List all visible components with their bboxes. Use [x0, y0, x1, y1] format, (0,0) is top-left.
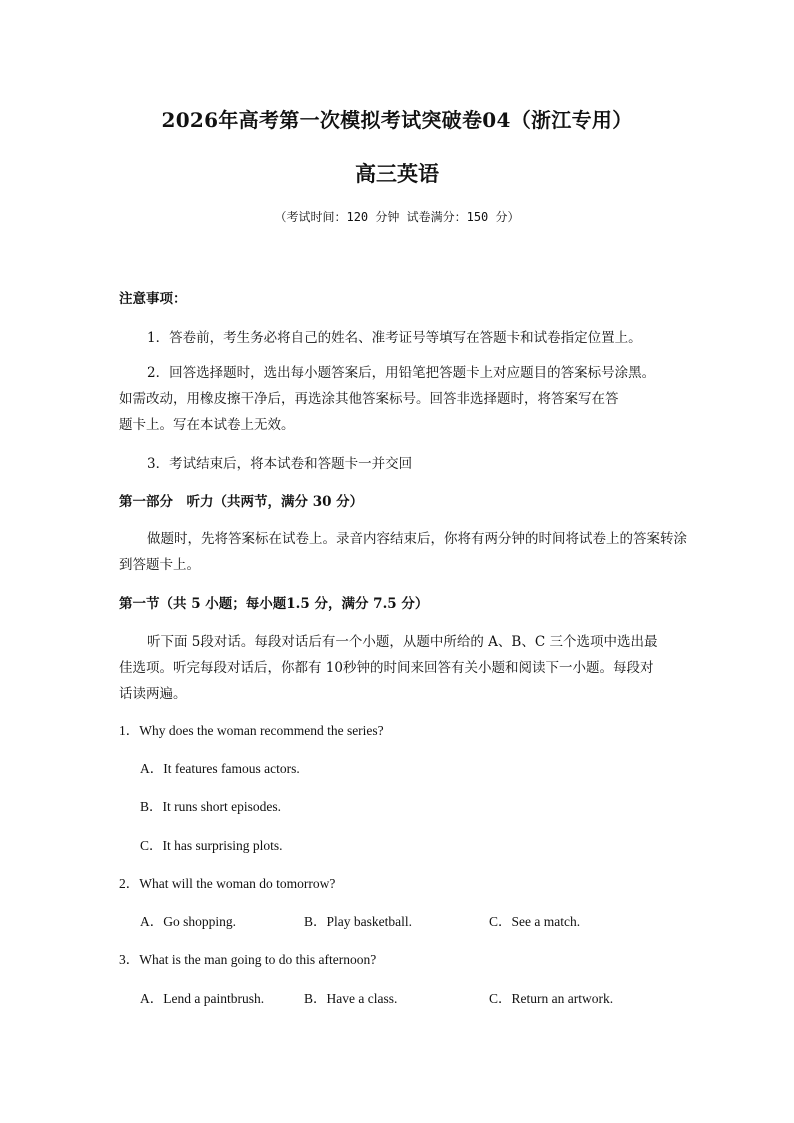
part1-intro-line-2: 到答题卡上。 — [119, 557, 200, 573]
section1-heading: 第一节（共 5 小题；每小题1.5 分，满分 7.5 分） — [119, 596, 429, 612]
question-stem: 2．What will the woman do tomorrow? — [119, 876, 336, 891]
question-option: B．It runs short episodes. — [140, 799, 281, 814]
document-title: 2026年高考第一次模拟考试突破卷04（浙江专用） — [161, 108, 633, 132]
section1-intro-line-2: 佳选项。听完每段对话后，你都有 10秒钟的时间来回答有关小题和阅读下一小题。每段对 — [119, 660, 654, 676]
part1-intro-line-1: 做题时，先将答案标在试卷上。录音内容结束后，你将有两分钟的时间将试卷上的答案转涂 — [147, 531, 687, 547]
section1-intro-line-3: 话读两遍。 — [119, 686, 187, 702]
notes-item-1: 1．答卷前，考生务必将自己的姓名、准考证号等填写在答题卡和试卷指定位置上。 — [147, 330, 642, 346]
notes-item-2-line-2: 如需改动，用橡皮擦干净后，再选涂其他答案标号。回答非选择题时，将答案写在答 — [119, 391, 619, 407]
part1-heading: 第一部分 听力（共两节，满分 30 分） — [119, 494, 364, 510]
question-option: A．Lend a paintbrush. — [140, 991, 265, 1006]
question-option: A．It features famous actors. — [140, 761, 300, 776]
question-option: C．See a match. — [489, 914, 581, 929]
notes-heading: 注意事项： — [119, 291, 187, 307]
document-subtitle: 高三英语 — [355, 161, 439, 186]
exam-info: （考试时间：120 分钟 试卷满分：150 分） — [274, 210, 520, 224]
question-option: B．Play basketball. — [304, 914, 412, 929]
question-option: A．Go shopping. — [140, 914, 237, 929]
question-stem: 1．Why does the woman recommend the series? — [119, 723, 384, 738]
section1-intro-line-1: 听下面 5段对话。每段对话后有一个小题，从题中所给的 A、B、C 三个选项中选出最 — [147, 634, 658, 650]
question-option: C．Return an artwork. — [489, 991, 614, 1006]
notes-item-3: 3．考试结束后，将本试卷和答题卡一并交回 — [147, 456, 413, 472]
question-option: B．Have a class. — [304, 991, 398, 1006]
notes-item-2-line-1: 2．回答选择题时，选出每小题答案后，用铅笔把答题卡上对应题目的答案标号涂黑。 — [147, 365, 656, 381]
notes-item-2-line-3: 题卡上。写在本试卷上无效。 — [119, 417, 295, 433]
question-option: C．It has surprising plots. — [140, 838, 283, 853]
question-stem: 3．What is the man going to do this afternoon? — [119, 952, 377, 967]
